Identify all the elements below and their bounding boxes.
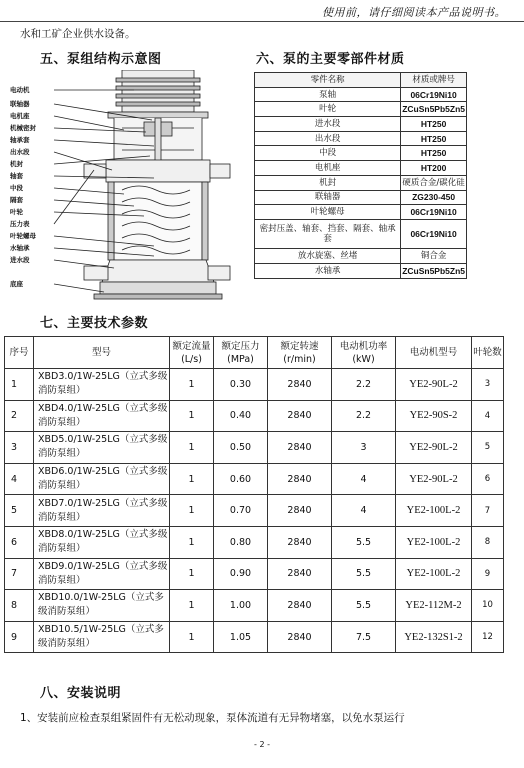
part-name: 联轴器: [255, 190, 401, 205]
table-row: [5, 526, 504, 558]
rated-pressure: 0.40: [214, 400, 268, 432]
diagram-label: 电机座: [10, 112, 30, 120]
diagram-label: 进水段: [10, 256, 30, 264]
header-cell: 电动机功率(kW): [332, 337, 396, 369]
part-name: 放水旋塞、丝堵: [255, 249, 401, 264]
table-row: [5, 432, 504, 464]
table-row: [255, 249, 467, 264]
motor-model: YE2-132S1-2: [396, 621, 472, 653]
diagram-label: 机封: [10, 160, 23, 168]
diagram-label: 叶轮螺母: [10, 232, 36, 240]
motor-power: 5.5: [332, 526, 396, 558]
table-row: [255, 263, 467, 278]
section-title-specs: 七、主要技术参数: [40, 316, 149, 331]
part-material: 铜合金: [401, 249, 467, 264]
diagram-label: 出水段: [10, 148, 30, 156]
rated-flow: 1: [170, 558, 214, 590]
table-row: [5, 463, 504, 495]
impeller-count: 12: [472, 621, 504, 653]
rated-flow: 1: [170, 495, 214, 527]
motor-model: YE2-90S-2: [396, 400, 472, 432]
rated-speed: 2840: [268, 526, 332, 558]
page-number: - 2 -: [254, 740, 270, 749]
pump-model: XBD4.0/1W-25LG（立式多级消防泵组）: [34, 400, 170, 432]
table-row: [5, 590, 504, 622]
diagram-label: 底座: [10, 280, 23, 288]
intro-text: 水和工矿企业供水设备。: [20, 28, 136, 40]
rated-pressure: 0.70: [214, 495, 268, 527]
part-name: 泵轴: [255, 87, 401, 102]
rated-pressure: 0.90: [214, 558, 268, 590]
header-cell: 额定转速(r/min): [268, 337, 332, 369]
motor-power: 7.5: [332, 621, 396, 653]
table-row: [5, 369, 504, 401]
part-name: 叶轮螺母: [255, 205, 401, 220]
row-number: 1: [5, 369, 34, 401]
rated-speed: 2840: [268, 400, 332, 432]
row-number: 8: [5, 590, 34, 622]
table-row: [255, 219, 467, 248]
rated-speed: 2840: [268, 495, 332, 527]
header-cell: 电动机型号: [396, 337, 472, 369]
page-header: [0, 0, 524, 22]
table-row: [255, 87, 467, 102]
pump-model: XBD8.0/1W-25LG（立式多级消防泵组）: [34, 526, 170, 558]
rated-flow: 1: [170, 590, 214, 622]
rated-flow: 1: [170, 369, 214, 401]
pump-model: XBD10.0/1W-25LG（立式多级消防泵组）: [34, 590, 170, 622]
part-material: HT200: [401, 161, 467, 176]
motor-power: 4: [332, 495, 396, 527]
table-row: [5, 621, 504, 653]
header-cell: 叶轮数: [472, 337, 504, 369]
rated-pressure: 1.00: [214, 590, 268, 622]
motor-power: 4: [332, 463, 396, 495]
table-row: [255, 190, 467, 205]
header-cell: 零件名称: [255, 73, 401, 88]
impeller-count: 7: [472, 495, 504, 527]
motor-power: 2.2: [332, 369, 396, 401]
spec-table: [4, 336, 504, 653]
section-title-structure: 五、泵组结构示意图: [40, 52, 162, 67]
impeller-count: 5: [472, 432, 504, 464]
rated-pressure: 0.60: [214, 463, 268, 495]
pump-model: XBD7.0/1W-25LG（立式多级消防泵组）: [34, 495, 170, 527]
part-name: 出水段: [255, 131, 401, 146]
part-material: HT250: [401, 146, 467, 161]
row-number: 3: [5, 432, 34, 464]
row-number: 4: [5, 463, 34, 495]
rated-flow: 1: [170, 621, 214, 653]
part-material: 06Cr19Ni10: [401, 219, 467, 248]
rated-flow: 1: [170, 526, 214, 558]
diagram-label: 机械密封: [10, 124, 36, 132]
part-name: 中段: [255, 146, 401, 161]
table-row: [255, 161, 467, 176]
diagram-label: 水轴承: [10, 244, 30, 252]
table-row: [255, 205, 467, 220]
materials-table: [254, 72, 467, 279]
rated-pressure: 0.30: [214, 369, 268, 401]
rated-pressure: 1.05: [214, 621, 268, 653]
pump-model: XBD6.0/1W-25LG（立式多级消防泵组）: [34, 463, 170, 495]
part-name: 密封压盖、轴套、挡套、隔套、轴承套: [255, 219, 401, 248]
part-material: ZCuSn5Pb5Zn5: [401, 102, 467, 117]
row-number: 9: [5, 621, 34, 653]
part-material: 硬质合金/碳化硅: [401, 175, 467, 190]
motor-model: YE2-100L-2: [396, 558, 472, 590]
part-material: HT250: [401, 131, 467, 146]
motor-model: YE2-90L-2: [396, 463, 472, 495]
motor-power: 5.5: [332, 590, 396, 622]
rated-speed: 2840: [268, 590, 332, 622]
diagram-label: 叶轮: [10, 208, 23, 216]
table-row: [5, 400, 504, 432]
part-name: 电机座: [255, 161, 401, 176]
rated-flow: 1: [170, 432, 214, 464]
table-row: [255, 102, 467, 117]
header-cell: 材质或牌号: [401, 73, 467, 88]
section-title-materials: 六、泵的主要零部件材质: [256, 52, 405, 67]
rated-speed: 2840: [268, 463, 332, 495]
motor-model: YE2-112M-2: [396, 590, 472, 622]
impeller-count: 3: [472, 369, 504, 401]
diagram-label: 中段: [10, 184, 23, 192]
diagram-label: 联轴器: [10, 100, 30, 108]
table-row: [5, 558, 504, 590]
part-material: HT250: [401, 117, 467, 132]
impeller-count: 8: [472, 526, 504, 558]
part-name: 进水段: [255, 117, 401, 132]
motor-model: YE2-90L-2: [396, 432, 472, 464]
motor-power: 5.5: [332, 558, 396, 590]
install-paragraph: 1、安装前应检查泵组紧固件有无松动现象，泵体流道有无异物堵塞，以免水泵运行: [20, 712, 405, 724]
part-name: 叶轮: [255, 102, 401, 117]
table-row: [255, 175, 467, 190]
row-number: 5: [5, 495, 34, 527]
diagram-label: 轴套: [10, 172, 23, 180]
pump-model: XBD10.5/1W-25LG（立式多级消防泵组）: [34, 621, 170, 653]
table-row: [255, 117, 467, 132]
part-name: 机封: [255, 175, 401, 190]
motor-power: 3: [332, 432, 396, 464]
motor-model: YE2-100L-2: [396, 495, 472, 527]
rated-flow: 1: [170, 463, 214, 495]
row-number: 2: [5, 400, 34, 432]
table-header-row: [255, 73, 467, 88]
motor-model: YE2-100L-2: [396, 526, 472, 558]
header-cell: 额定压力(MPa): [214, 337, 268, 369]
part-material: ZCuSn5Pb5Zn5: [401, 263, 467, 278]
pump-structure-diagram: [4, 70, 238, 310]
rated-speed: 2840: [268, 621, 332, 653]
table-header-row: [5, 337, 504, 369]
diagram-label: 电动机: [10, 86, 30, 94]
motor-model: YE2-90L-2: [396, 369, 472, 401]
header-notice: 使用前，请仔细阅读本产品说明书。: [322, 6, 506, 19]
part-name: 水轴承: [255, 263, 401, 278]
diagram-label: 轴承套: [10, 136, 30, 144]
pump-model: XBD3.0/1W-25LG（立式多级消防泵组）: [34, 369, 170, 401]
part-material: 06Cr19Ni10: [401, 87, 467, 102]
diagram-label: 隔套: [10, 196, 23, 204]
rated-speed: 2840: [268, 432, 332, 464]
row-number: 7: [5, 558, 34, 590]
section-title-install: 八、安装说明: [40, 686, 122, 701]
impeller-count: 10: [472, 590, 504, 622]
part-material: 06Cr19Ni10: [401, 205, 467, 220]
rated-speed: 2840: [268, 369, 332, 401]
table-row: [255, 146, 467, 161]
row-number: 6: [5, 526, 34, 558]
part-material: ZG230-450: [401, 190, 467, 205]
rated-flow: 1: [170, 400, 214, 432]
motor-power: 2.2: [332, 400, 396, 432]
header-cell: 型号: [34, 337, 170, 369]
rated-pressure: 0.50: [214, 432, 268, 464]
header-cell: 序号: [5, 337, 34, 369]
table-row: [255, 131, 467, 146]
rated-speed: 2840: [268, 558, 332, 590]
impeller-count: 6: [472, 463, 504, 495]
impeller-count: 4: [472, 400, 504, 432]
pump-model: XBD5.0/1W-25LG（立式多级消防泵组）: [34, 432, 170, 464]
impeller-count: 9: [472, 558, 504, 590]
rated-pressure: 0.80: [214, 526, 268, 558]
pump-model: XBD9.0/1W-25LG（立式多级消防泵组）: [34, 558, 170, 590]
header-cell: 额定流量(L/s): [170, 337, 214, 369]
diagram-label: 压力表: [10, 220, 30, 228]
table-row: [5, 495, 504, 527]
